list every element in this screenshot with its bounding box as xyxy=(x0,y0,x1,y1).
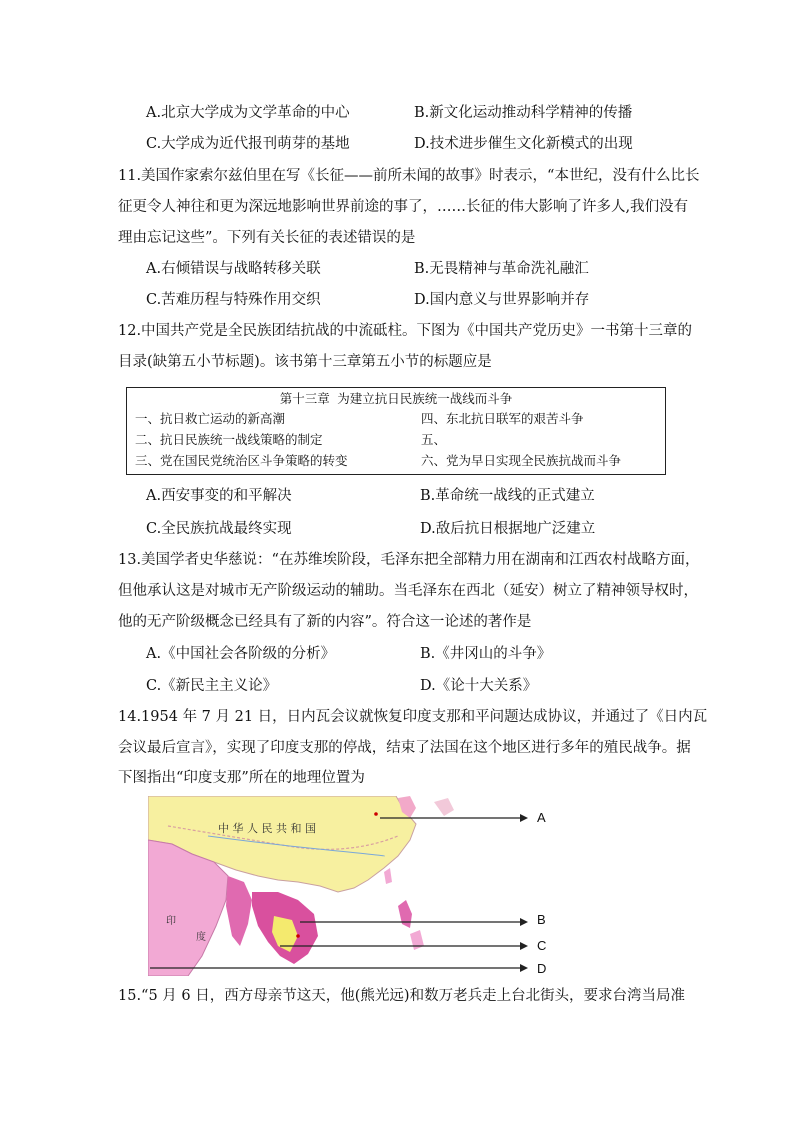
q14-stem-line1: 14.1954 年 7 月 21 日，日内瓦会议就恢复印度支那和平问题达成协议，并通过了《日内瓦 xyxy=(118,709,708,725)
q10-option-b: B.新文化运动推动科学精神的传播 xyxy=(414,105,633,121)
q11-stem-line1: 11.美国作家索尔兹伯里在写《长征——前所未闻的故事》时表示，“本世纪，没有什么比长 xyxy=(118,168,700,184)
q10-option-d: D.技术进步催生文化新模式的出现 xyxy=(414,136,633,152)
arrow-head-d xyxy=(520,964,528,972)
q13-stem-line3: 他的无产阶级概念已经具有了新的内容”。符合这一论述的著作是 xyxy=(118,614,532,630)
q11-stem-line2: 征更令人神往和更为深远地影响世界前途的事了，……长征的伟大影响了许多人,我们没有 xyxy=(118,199,689,215)
q11-option-b: B.无畏精神与革命洗礼融汇 xyxy=(414,261,589,277)
q13-stem-line2: 但他承认这是对城市无产阶级运动的辅助。当毛泽东在西北（延安）树立了精神领导权时， xyxy=(118,583,698,599)
q13-stem-line1: 13.美国学者史华慈说：“在苏维埃阶段，毛泽东把全部精力用在湖南和江西农村战略方面， xyxy=(118,552,700,568)
map-marker-c: C xyxy=(537,938,547,953)
map-label-india-2: 度 xyxy=(196,932,206,943)
arrow-head-b xyxy=(520,918,528,926)
map-label-india: 印 xyxy=(166,916,176,927)
q15-stem-line1: 15.“5 月 6 日，西方母亲节这天，他(熊光远)和数万老兵走上台北街头，要求台湾当局准 xyxy=(118,988,686,1004)
toc-section-1: 一、抗日救亡运动的新高潮 xyxy=(135,411,286,426)
q11-option-a: A.右倾错误与战略转移关联 xyxy=(146,261,321,277)
q10-option-c: C.大学成为近代报刊萌芽的基地 xyxy=(146,136,350,152)
q12-stem-line2: 目录(缺第五小节标题)。该书第十三章第五小节的标题应是 xyxy=(118,354,492,370)
q12-option-b: B.革命统一战线的正式建立 xyxy=(420,488,595,504)
map-marker-b: B xyxy=(537,912,546,927)
q12-option-c: C.全民族抗战最终实现 xyxy=(146,521,292,537)
q11-option-c: C.苦难历程与特殊作用交织 xyxy=(146,292,321,308)
q11-option-d: D.国内意义与世界影响并存 xyxy=(414,292,590,308)
q11-stem-line3: 理由忘记这些”。下列有关长征的表述错误的是 xyxy=(118,230,416,246)
q13-option-d: D.《论十大关系》 xyxy=(420,678,538,694)
map-marker-d: D xyxy=(537,961,547,976)
q13-option-b: B.《井冈山的斗争》 xyxy=(420,646,552,662)
arrow-head-c xyxy=(520,942,528,950)
q13-option-a: A.《中国社会各阶级的分析》 xyxy=(146,646,336,662)
q12-option-a: A.西安事变的和平解决 xyxy=(146,488,292,504)
q13-option-c: C.《新民主主义论》 xyxy=(146,678,278,694)
toc-section-2: 二、抗日民族统一战线策略的制定 xyxy=(135,432,323,447)
map-marker-a: A xyxy=(537,810,546,825)
chapter-toc-table xyxy=(126,387,666,475)
q14-stem-line3: 下图指出“印度支那”所在的地理位置为 xyxy=(118,770,365,786)
q14-stem-line2: 会议最后宣言》，实现了印度支那的停战，结束了法国在这个地区进行多年的殖民战争。据 xyxy=(118,740,691,756)
arrow-head-a xyxy=(520,814,528,822)
toc-section-6: 六、党为早日实现全民族抗战而斗争 xyxy=(421,453,622,468)
toc-section-3: 三、党在国民党统治区斗争策略的转变 xyxy=(135,453,348,468)
toc-section-4: 四、东北抗日联军的艰苦斗争 xyxy=(421,411,584,426)
toc-section-5: 五、 xyxy=(421,432,447,447)
toc-chapter-title: 第十三章 为建立抗日民族统一战线而斗争 xyxy=(279,391,513,406)
map-label-china: 中 华 人 民 共 和 国 xyxy=(218,822,316,835)
q12-option-d: D.敌后抗日根据地广泛建立 xyxy=(420,521,596,537)
q10-option-a: A.北京大学成为文学革命的中心 xyxy=(146,105,350,121)
map-reference-arrows xyxy=(140,806,540,981)
q12-stem-line1: 12.中国共产党是全民族团结抗战的中流砥柱。下图为《中国共产党历史》一书第十三章的 xyxy=(118,323,693,339)
